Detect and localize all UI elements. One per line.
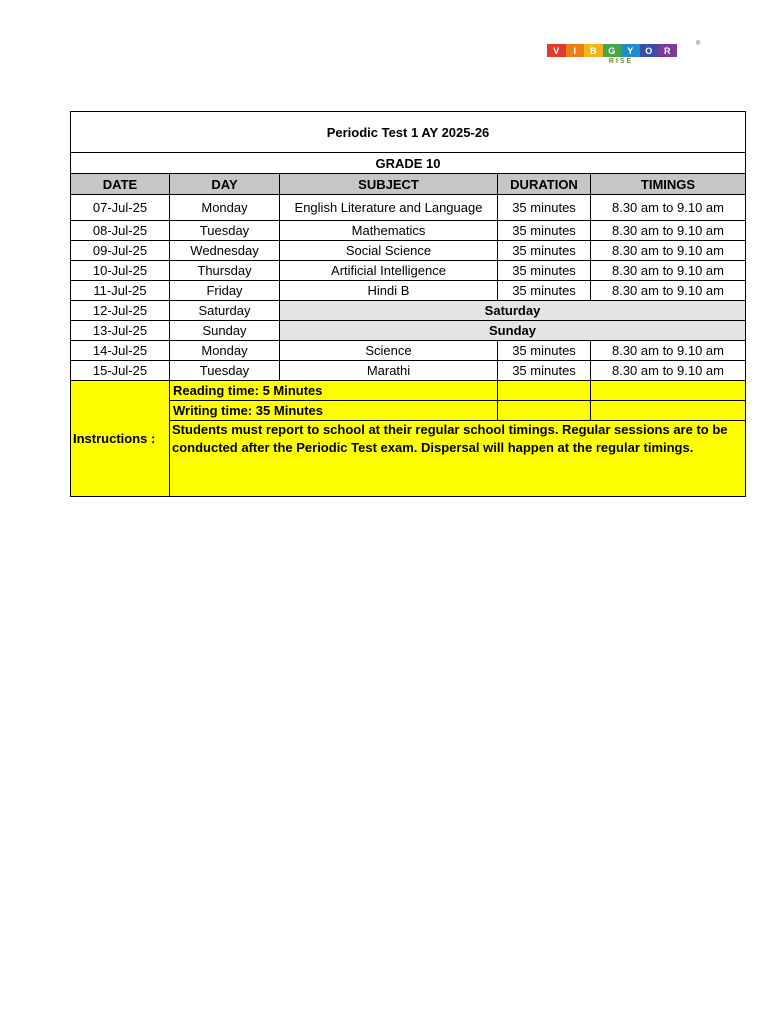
empty-cell xyxy=(498,401,591,421)
day-cell: Sunday xyxy=(170,321,280,341)
table-row xyxy=(71,361,746,381)
column-header-subject: SUBJECT xyxy=(280,174,498,195)
date-cell: 15-Jul-25 xyxy=(71,361,170,381)
subject-cell: Marathi xyxy=(280,361,498,381)
timings-cell: 8.30 am to 9.10 am xyxy=(591,195,746,221)
subject-cell: Hindi B xyxy=(280,281,498,301)
instructions-notes-row xyxy=(71,421,746,497)
table-header-row xyxy=(71,174,746,195)
logo-letters xyxy=(547,44,707,57)
logo-letter: B xyxy=(584,44,603,57)
duration-cell: 35 minutes xyxy=(498,261,591,281)
table-row xyxy=(71,221,746,241)
table-row xyxy=(71,195,746,221)
logo-subtitle: RISE xyxy=(608,58,634,65)
document-title: Periodic Test 1 AY 2025-26 xyxy=(71,112,746,153)
subject-cell: Social Science xyxy=(280,241,498,261)
empty-cell xyxy=(498,381,591,401)
grade-heading: GRADE 10 xyxy=(71,153,746,174)
day-cell: Tuesday xyxy=(170,361,280,381)
timings-cell: 8.30 am to 9.10 am xyxy=(591,341,746,361)
table-row xyxy=(71,281,746,301)
day-cell: Friday xyxy=(170,281,280,301)
subject-cell: English Literature and Language xyxy=(280,195,498,221)
timings-cell: 8.30 am to 9.10 am xyxy=(591,221,746,241)
duration-cell: 35 minutes xyxy=(498,281,591,301)
day-cell: Monday xyxy=(170,195,280,221)
column-header-duration: DURATION xyxy=(498,174,591,195)
day-cell: Thursday xyxy=(170,261,280,281)
day-cell: Tuesday xyxy=(170,221,280,241)
date-cell: 12-Jul-25 xyxy=(71,301,170,321)
duration-cell: 35 minutes xyxy=(498,341,591,361)
logo-letter: R xyxy=(658,44,677,57)
timings-cell: 8.30 am to 9.10 am xyxy=(591,281,746,301)
duration-cell: 35 minutes xyxy=(498,361,591,381)
table-row xyxy=(71,341,746,361)
date-cell: 10-Jul-25 xyxy=(71,261,170,281)
holiday-cell: Saturday xyxy=(280,301,746,321)
date-cell: 13-Jul-25 xyxy=(71,321,170,341)
logo-letter: V xyxy=(547,44,566,57)
instructions-reading-row xyxy=(71,381,746,401)
subject-cell: Science xyxy=(280,341,498,361)
timings-cell: 8.30 am to 9.10 am xyxy=(591,261,746,281)
duration-cell: 35 minutes xyxy=(498,195,591,221)
day-cell: Wednesday xyxy=(170,241,280,261)
writing-time-text: Writing time: 35 Minutes xyxy=(170,401,498,421)
column-header-timings: TIMINGS xyxy=(591,174,746,195)
logo-letter: I xyxy=(566,44,585,57)
date-cell: 14-Jul-25 xyxy=(71,341,170,361)
instructions-notes: Students must report to school at their regular school timings. Regular sessions are to be conducted after the Periodic Test exam. Dispersal will happen at the regular timings. xyxy=(170,421,746,497)
table-row xyxy=(71,261,746,281)
day-cell: Monday xyxy=(170,341,280,361)
subject-cell: Mathematics xyxy=(280,221,498,241)
duration-cell: 35 minutes xyxy=(498,221,591,241)
instructions-writing-row xyxy=(71,401,746,421)
table-row-holiday xyxy=(71,301,746,321)
instructions-label: Instructions : xyxy=(71,381,170,497)
date-cell: 08-Jul-25 xyxy=(71,221,170,241)
table-row xyxy=(71,241,746,261)
holiday-cell: Sunday xyxy=(280,321,746,341)
timings-cell: 8.30 am to 9.10 am xyxy=(591,241,746,261)
vibgyor-rise-logo xyxy=(547,41,707,74)
timings-cell: 8.30 am to 9.10 am xyxy=(591,361,746,381)
date-cell: 07-Jul-25 xyxy=(71,195,170,221)
logo-letter: G xyxy=(603,44,622,57)
reading-time-text: Reading time: 5 Minutes xyxy=(170,381,498,401)
logo-letter: Y xyxy=(621,44,640,57)
table-row-holiday xyxy=(71,321,746,341)
day-cell: Saturday xyxy=(170,301,280,321)
duration-cell: 35 minutes xyxy=(498,241,591,261)
empty-cell xyxy=(591,401,746,421)
subject-cell: Artificial Intelligence xyxy=(280,261,498,281)
column-header-day: DAY xyxy=(170,174,280,195)
empty-cell xyxy=(591,381,746,401)
column-header-date: DATE xyxy=(71,174,170,195)
registered-mark: ® xyxy=(696,41,701,47)
logo-letter: O xyxy=(640,44,659,57)
exam-schedule-table xyxy=(70,111,746,497)
date-cell: 11-Jul-25 xyxy=(71,281,170,301)
date-cell: 09-Jul-25 xyxy=(71,241,170,261)
